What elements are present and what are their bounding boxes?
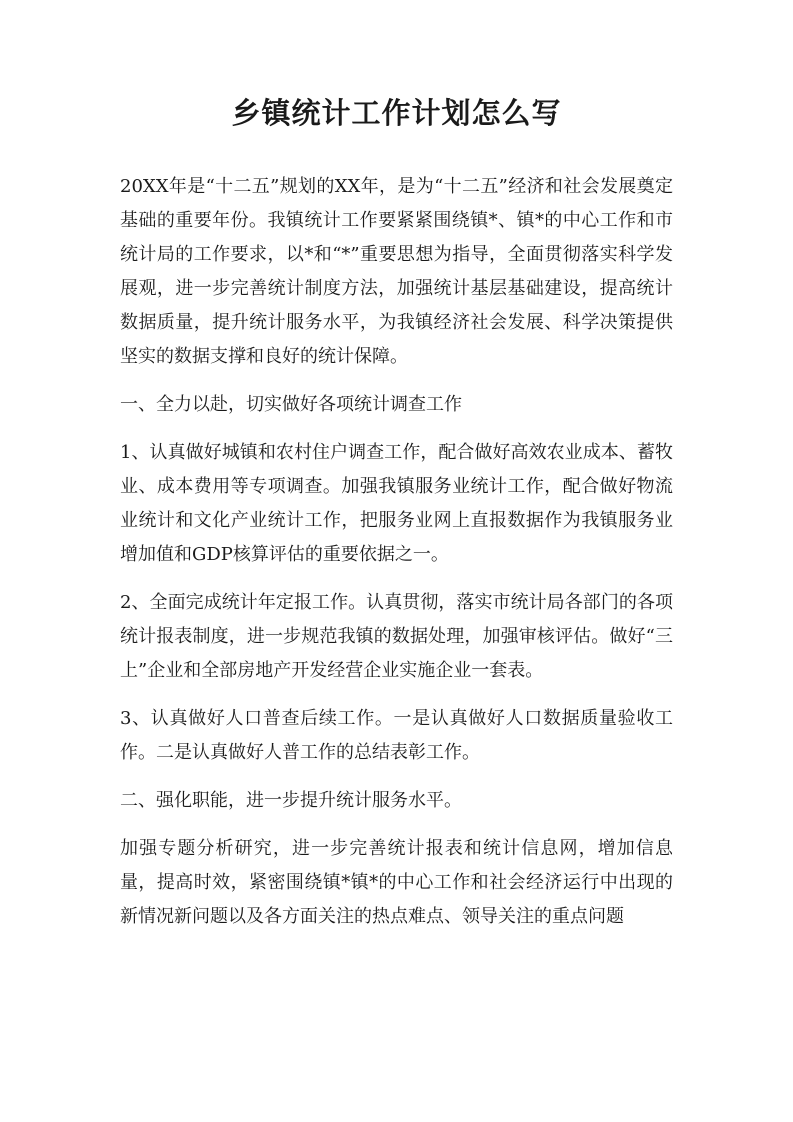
- intro-paragraph: 20XX年是“十二五”规划的XX年，是为“十二五”经济和社会发展奠定基础的重要年份。我镇统计工作要紧紧围绕镇*、镇*的中心工作和市统计局的工作要求，以*和“*”重要思想为指导，全面贯彻落实科学发展观，进一步完善统计制度方法，加强统计基层基础建设，提高统计数据质量，提升统计服务水平，为我镇经济社会发展、科学决策提供坚实的数据支撑和良好的统计保障。: [120, 176, 673, 367]
- document-page: [120, 90, 673, 948]
- section-1-item-2: 2、全面完成统计年定报工作。认真贯彻，落实市统计局各部门的各项统计报表制度，进一步规范我镇的数据处理，加强审核评估。做好“三上”企业和全部房地产开发经营企业实施企业一套表。: [120, 592, 673, 681]
- section-2-heading: 二、强化职能，进一步提升统计服务水平。: [120, 790, 462, 811]
- section-1-heading: 一、全力以赴，切实做好各项统计调查工作: [120, 394, 462, 415]
- section-1-item-1: 1、认真做好城镇和农村住户调查工作，配合做好高效农业成本、蓄牧业、成本费用等专项调查。加强我镇服务业统计工作，配合做好物流业统计和文化产业统计工作，把服务业网上直报数据作为我镇服务业增加值和GDP核算评估的重要依据之一。: [120, 442, 673, 565]
- section-2-paragraph: 加强专题分析研究，进一步完善统计报表和统计信息网，增加信息量，提高时效，紧密围绕镇*镇*的中心工作和社会经济运行中出现的新情况新问题以及各方面关注的热点难点、领导关注的重点问题: [120, 838, 673, 927]
- document-title: 乡镇统计工作计划怎么写: [231, 96, 562, 130]
- section-1-item-3: 3、认真做好人口普查后续工作。一是认真做好人口数据质量验收工作。二是认真做好人普工作的总结表彰工作。: [120, 708, 673, 763]
